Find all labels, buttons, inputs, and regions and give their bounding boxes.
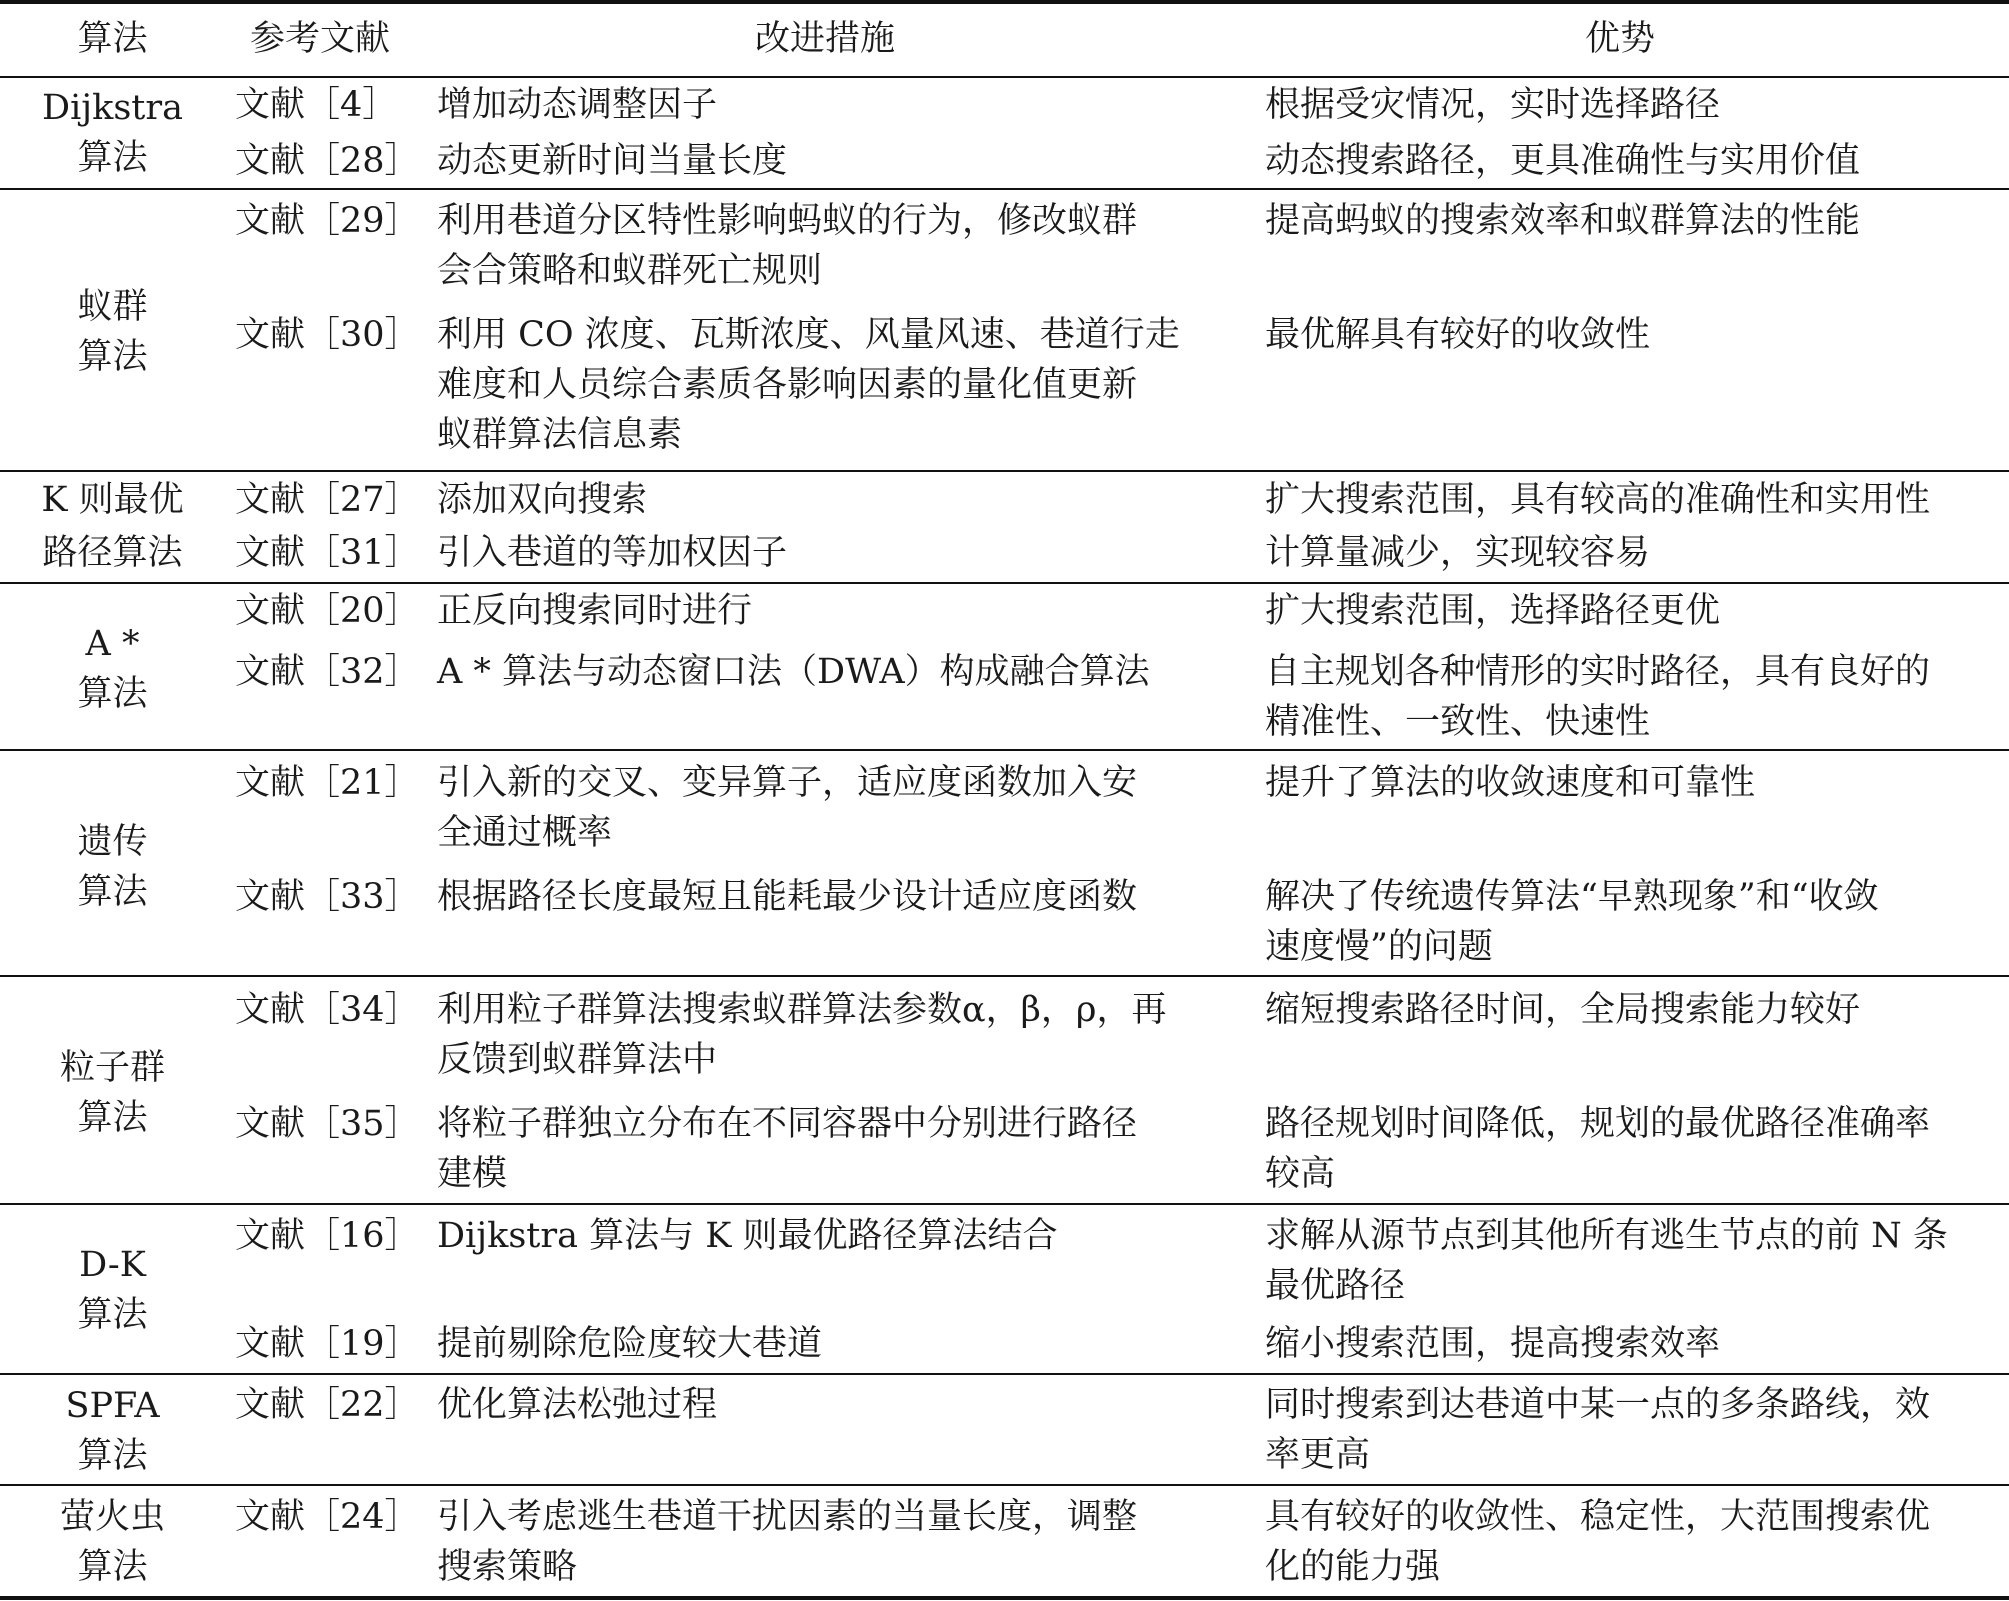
improvement: 蚁群算法信息素 [437, 415, 683, 455]
algorithm-name: D-K [79, 1245, 146, 1285]
improvement: 难度和人员综合素质各影响因素的量化值更新 [437, 365, 1138, 405]
reference: 文献［32］ [235, 652, 420, 692]
reference: 文献［20］ [235, 591, 420, 631]
advantage: 最优路径 [1265, 1266, 1406, 1306]
algorithm-name: Dijkstra [42, 88, 183, 128]
group-divider [0, 188, 2009, 190]
algorithm-name: 算法 [77, 337, 148, 377]
header-advantage: 优势 [1584, 19, 1655, 59]
advantage: 提高蚂蚁的搜索效率和蚁群算法的性能 [1265, 201, 1861, 241]
reference: 文献［27］ [235, 480, 420, 520]
improvement: 全通过概率 [437, 813, 613, 853]
algorithm-name: 算法 [77, 872, 148, 912]
algorithm-name: 粒子群 [59, 1048, 165, 1088]
algorithm-name: 遗传 [77, 822, 148, 862]
group-divider [0, 975, 2009, 977]
reference: 文献［19］ [235, 1324, 420, 1364]
group-divider [0, 1373, 2009, 1375]
reference: 文献［34］ [235, 990, 420, 1030]
advantage: 根据受灾情况，实时选择路径 [1265, 85, 1721, 125]
advantage: 同时搜索到达巷道中某一点的多条路线，效 [1265, 1385, 1931, 1425]
improvement: 优化算法松弛过程 [437, 1385, 718, 1425]
advantage: 精准性、一致性、快速性 [1265, 702, 1651, 742]
group-divider [0, 470, 2009, 472]
improvement: 增加动态调整因子 [437, 85, 718, 125]
group-divider [0, 1484, 2009, 1486]
advantage: 化的能力强 [1265, 1547, 1441, 1587]
advantage: 提升了算法的收敛速度和可靠性 [1265, 763, 1756, 803]
reference: 文献［31］ [235, 533, 420, 573]
improvement: 根据路径长度最短且能耗最少设计适应度函数 [437, 877, 1138, 917]
advantage: 具有较好的收敛性、稳定性，大范围搜索优 [1265, 1497, 1931, 1537]
algorithm-name: K 则最优 [41, 480, 184, 520]
algorithm-name: A * [85, 624, 140, 664]
improvement: 利用 CO 浓度、瓦斯浓度、风量风速、巷道行走 [437, 315, 1180, 355]
algorithm-name: 算法 [77, 1547, 148, 1587]
advantage: 路径规划时间降低，规划的最优路径准确率 [1265, 1104, 1931, 1144]
advantage: 解决了传统遗传算法“早熟现象”和“收敛 [1265, 877, 1879, 917]
reference: 文献［29］ [235, 201, 420, 241]
bottom-rule [0, 1596, 2009, 1600]
improvement: 会合策略和蚁群死亡规则 [437, 251, 823, 291]
improvement: 引入考虑逃生巷道干扰因素的当量长度，调整 [437, 1497, 1138, 1537]
advantage: 较高 [1265, 1154, 1336, 1194]
advantage: 求解从源节点到其他所有逃生节点的前 N 条 [1265, 1216, 1948, 1256]
advantage: 缩短搜索路径时间，全局搜索能力较好 [1265, 990, 1861, 1030]
reference: 文献［30］ [235, 315, 420, 355]
reference: 文献［4］ [235, 85, 398, 125]
advantage: 自主规划各种情形的实时路径，具有良好的 [1265, 652, 1931, 692]
advantage: 率更高 [1265, 1435, 1371, 1475]
improvement: 反馈到蚁群算法中 [437, 1040, 718, 1080]
reference: 文献［16］ [235, 1216, 420, 1256]
group-divider [0, 1203, 2009, 1205]
algorithm-name: 萤火虫 [59, 1497, 165, 1537]
algorithm-name: 算法 [77, 674, 148, 714]
improvement: 将粒子群独立分布在不同容器中分别进行路径 [437, 1104, 1138, 1144]
reference: 文献［28］ [235, 141, 420, 181]
advantage: 扩大搜索范围，具有较高的准确性和实用性 [1265, 480, 1931, 520]
improvement: 利用粒子群算法搜索蚁群算法参数α，β，ρ，再 [437, 990, 1167, 1030]
top-rule [0, 0, 2009, 4]
advantage: 速度慢”的问题 [1265, 927, 1493, 967]
advantage: 计算量减少，实现较容易 [1265, 533, 1651, 573]
improvement: 建模 [437, 1154, 508, 1194]
reference: 文献［21］ [235, 763, 420, 803]
header-rule [0, 76, 2009, 78]
improvement: 搜索策略 [437, 1547, 578, 1587]
improvement: Dijkstra 算法与 K 则最优路径算法结合 [437, 1216, 1058, 1256]
header-reference: 参考文献 [249, 19, 390, 59]
header-algorithm: 算法 [77, 19, 148, 59]
advantage: 最优解具有较好的收敛性 [1265, 315, 1651, 355]
algorithm-name: 路径算法 [42, 533, 183, 573]
group-divider [0, 582, 2009, 584]
reference: 文献［24］ [235, 1497, 420, 1537]
improvement: 引入新的交叉、变异算子，适应度函数加入安 [437, 763, 1138, 803]
improvement: 添加双向搜索 [437, 480, 648, 520]
header-improvement: 改进措施 [754, 19, 895, 59]
advantage: 扩大搜索范围，选择路径更优 [1265, 591, 1721, 631]
improvement: 正反向搜索同时进行 [437, 591, 753, 631]
advantage: 缩小搜索范围，提高搜索效率 [1265, 1324, 1721, 1364]
improvement: 引入巷道的等加权因子 [437, 533, 788, 573]
advantage: 动态搜索路径，更具准确性与实用价值 [1265, 141, 1861, 181]
algorithm-name: 算法 [77, 138, 148, 178]
improvement: 动态更新时间当量长度 [437, 141, 788, 181]
group-divider [0, 749, 2009, 751]
algorithm-name: 算法 [77, 1295, 148, 1335]
algorithm-name: 蚁群 [77, 287, 148, 327]
reference: 文献［33］ [235, 877, 420, 917]
reference: 文献［22］ [235, 1385, 420, 1425]
algorithm-name: SPFA [65, 1386, 160, 1426]
reference: 文献［35］ [235, 1104, 420, 1144]
algorithm-name: 算法 [77, 1098, 148, 1138]
improvement: 提前剔除危险度较大巷道 [437, 1324, 823, 1364]
improvement: 利用巷道分区特性影响蚂蚁的行为，修改蚁群 [437, 201, 1138, 241]
algorithm-name: 算法 [77, 1436, 148, 1476]
improvement: A * 算法与动态窗口法（DWA）构成融合算法 [437, 652, 1150, 692]
